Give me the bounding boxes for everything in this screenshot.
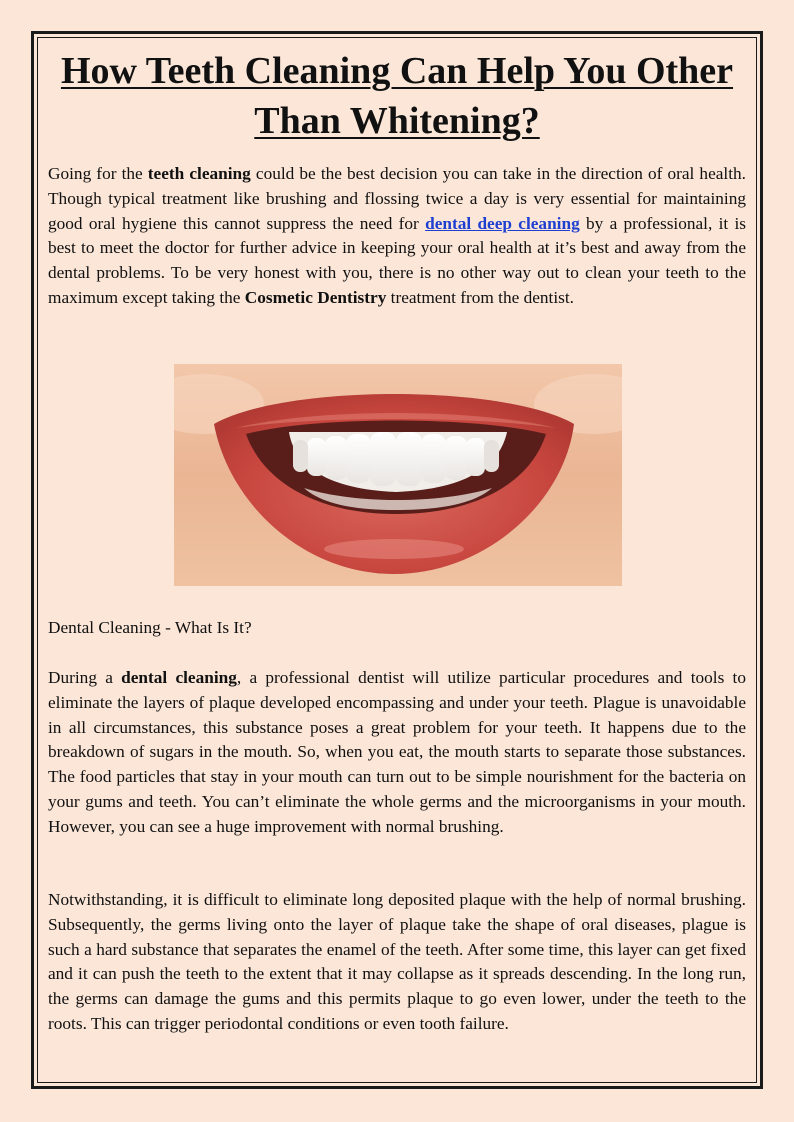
teeth-cleaning-keyword: teeth cleaning [147,164,251,183]
section-heading: Dental Cleaning - What Is It? [48,618,252,637]
intro-text-1: Going for the [48,164,148,183]
intro-text-4: treatment from the dentist. [386,287,574,307]
dental-cleaning-paragraph [48,666,746,840]
article [48,46,746,1033]
plaque-paragraph: Notwithstanding, it is difficult to eliminate long deposited plaque with the help of normal brushing. Subsequently, the germs living onto the layer of plaque take the shape of oral diseases, plague is such a hard substance that separates the enamel of the teeth. After some time, this layer can get fixed and it can push the teeth to the extent that it may collapse as it spreads descending. In the long run, the germs can damage the gums and this permits plaque to go even lower, under the teeth to the roots. This can trigger periodontal conditions or even tooth failure. [48,890,746,1033]
cosmetic-dentistry-keyword: Cosmetic Dentistry [244,287,387,307]
para2-text-1: During a [48,668,122,687]
smile-photo [174,364,622,586]
intro-text-2: could be the best decision you can take in the direction of oral health. Though typical treatment like brushing and flossing twice a day is very essential for maintaining good oral hygiene this cannot suppress the need for [48,164,746,233]
dental-cleaning-keyword: dental cleaning [121,668,237,687]
smile-image [174,364,622,586]
intro-text-3: by a professional, it is best to meet the doctor for further advice in keeping your oral health at it’s best and away from the dental problems. To be very honest with you, there is no other way out to clean your teeth to the maximum except taking the [48,213,746,307]
para2-text-2: , a professional dentist will utilize particular procedures and tools to eliminate the layers of plaque developed encompassing and under your teeth. Plague is unavoidable in all circumstances, this substance poses a great problem for your teeth. It happens due to the breakdown of sugars in the mouth. So, when you eat, the mouth starts to separate those substances. The food particles that stay in your mouth can turn out to be simple nourishment for the bacteria on your gums and teeth. You can’t eliminate the whole germs and the microorganisms in your mouth. However, you can see a huge improvement with normal brushing. [48,668,746,836]
page-title: How Teeth Cleaning Can Help You Other Than Whitening? [60,50,734,142]
dental-deep-cleaning-link[interactable]: dental deep cleaning [425,213,580,233]
intro-paragraph [48,162,746,311]
